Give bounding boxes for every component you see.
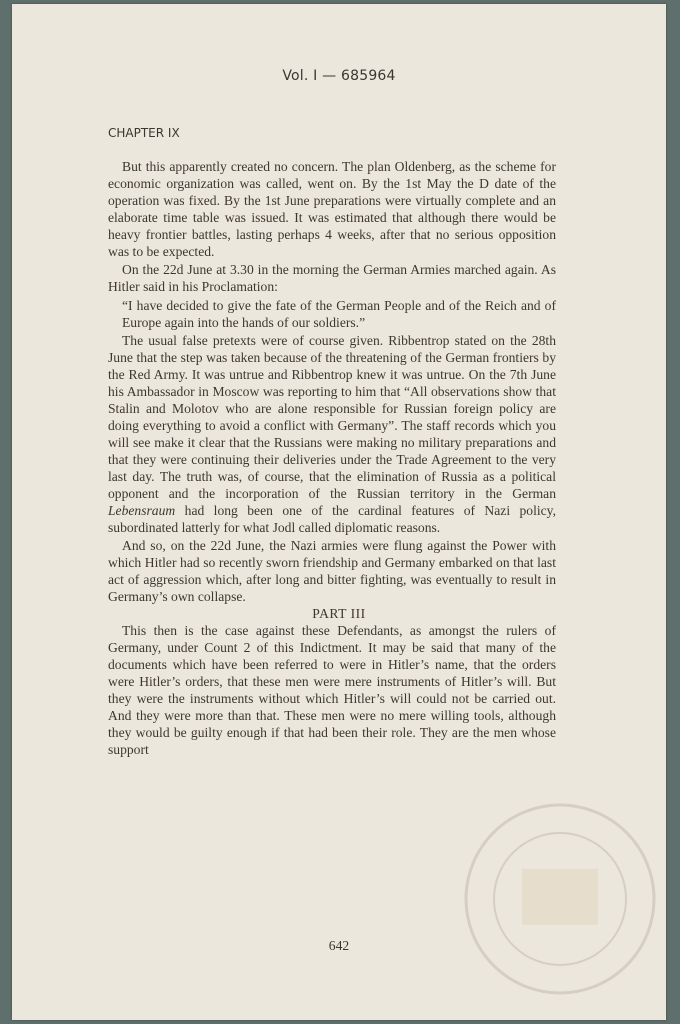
paragraph: On the 22d June at 3.30 in the morning the German Armies marched again. As Hitler said in his Proclamation: [108,262,556,294]
paragraph-text: had long been one of the cardinal features of Nazi policy, subordinated latterly for what Jodl called diplomatic reasons. [108,503,556,535]
italic-term: Lebensraum [108,503,176,518]
page-number: 642 [328,938,350,953]
body-text [108,158,556,758]
block-quote: “I have decided to give the fate of the German People and of the Reich and of Europe again into the hands of our soldiers.” [122,298,556,330]
volume-header: Vol. I — 685964 [282,68,396,84]
paragraph [108,332,556,536]
document-page [12,4,666,1020]
paragraph: And so, on the 22d June, the Nazi armies were flung against the Power with which Hitler had so recently sworn friendship and Germany embarked on that last act of aggression which, after long and bitter fighting, was eventually to result in Germany’s own collapse. [108,538,556,604]
chapter-heading: CHAPTER IX [108,126,180,140]
paragraph: This then is the case against these Defendants, as amongst the rulers of Germany, under Count 2 of this Indictment. It may be said that many of the documents which have been referred to were in Hitler’s name, that the orders were Hitler’s orders, that these men were mere instruments of Hitler’s will. But they were the instruments without which Hitler’s will could not be carried out. And they were more than that. These men were no mere willing tools, although they would be guilty enough if that had been their role. They are the men whose support [108,623,556,757]
part-heading: PART III [312,606,366,621]
paragraph: But this apparently created no concern. The plan Oldenberg, as the scheme for economic organization was called, went on. By the 1st May the D date of the operation was fixed. By the 1st June preparations were virtually complete and an elaborate time table was issued. It was estimated that although there would be heavy frontier battles, lasting perhaps 4 weeks, after that no serious opposition was to be expected. [108,159,556,259]
library-stamp-watermark [460,799,660,999]
paragraph-text: The usual false pretexts were of course given. Ribbentrop stated on the 28th June that the step was taken because of the threatening of the German frontiers by the Red Army. It was untrue and Ribbentrop knew it was untrue. On the 7th June his Ambassador in Moscow was reporting to him that “All observations show that Stalin and Molotov who are alone responsible for Russian foreign policy are doing everything to avoid a conflict with Germany”. The staff records which you will see make it clear that the Russians were making no military preparations and that they were continuing their deliveries under the Trade Agreement to the very last day. The truth was, of course, that the elimination of Russia as a political opponent and the incorporation of the Russian territory in the German [108,333,556,501]
